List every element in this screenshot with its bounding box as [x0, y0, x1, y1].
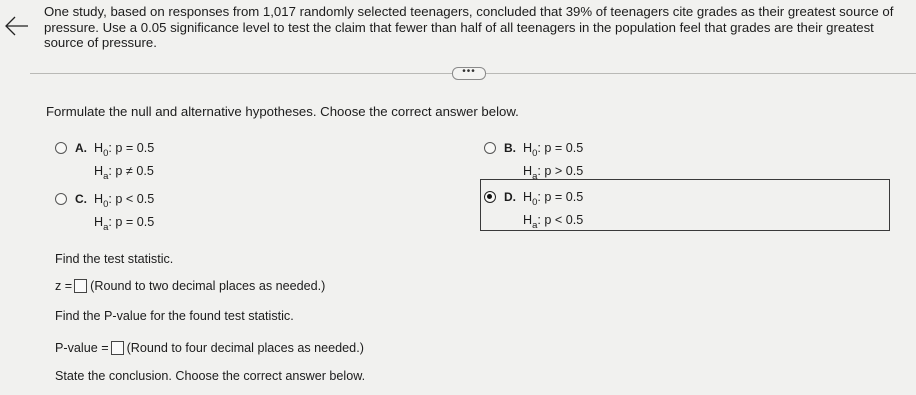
alternative-hypothesis: $H_a$: p > 0.5 — [523, 164, 584, 182]
alternative-hypothesis: $H_a$: p ≠ 0.5 — [94, 164, 154, 182]
null-hypothesis: $H_0$: p = 0.5 — [523, 141, 584, 159]
null-hypothesis: $H_0$: p < 0.5 — [94, 192, 155, 210]
hypotheses-prompt: Formulate the null and alternative hypotheses. Choose the correct answer below. — [46, 104, 519, 119]
p-value-hint: (Round to four decimal places as needed.) — [126, 341, 364, 355]
conclusion-prompt: State the conclusion. Choose the correct answer below. — [55, 369, 366, 383]
choice-a[interactable] — [55, 140, 355, 184]
radio-choice-d-selected[interactable] — [484, 191, 496, 203]
z-label: z = — [55, 279, 73, 293]
null-hypothesis: $H_0$: p = 0.5 — [94, 141, 155, 159]
p-value-prompt: Find the P-value for the found test statistic. — [55, 309, 294, 323]
radio-choice-a[interactable] — [55, 142, 67, 154]
back-arrow-icon[interactable] — [4, 14, 30, 38]
z-input[interactable] — [74, 279, 87, 293]
radio-choice-b[interactable] — [484, 142, 496, 154]
choice-b[interactable] — [484, 140, 784, 184]
choice-letter: C. — [75, 192, 87, 206]
choice-letter: D. — [504, 190, 516, 204]
choice-c[interactable] — [55, 191, 355, 235]
choice-letter: A. — [75, 141, 87, 155]
expand-more-button[interactable]: ••• — [452, 67, 486, 80]
radio-choice-c[interactable] — [55, 193, 67, 205]
problem-statement: One study, based on responses from 1,017 randomly selected teenagers, concluded that 39% of teenagers cite grades as their greatest source of pressure. Use a 0.05 significance level to test the claim that fewer than half of all teenagers in the population feel that grades are their greatest source of pressure. — [44, 4, 894, 50]
z-answer-row — [55, 279, 325, 293]
choice-d[interactable] — [484, 189, 784, 233]
alternative-hypothesis: $H_a$: p < 0.5 — [523, 213, 584, 231]
p-value-label: P-value = — [55, 341, 109, 355]
choice-letter: B. — [504, 141, 516, 155]
null-hypothesis: $H_0$: p = 0.5 — [523, 190, 584, 208]
p-value-answer-row — [55, 341, 364, 355]
alternative-hypothesis: $H_a$: p = 0.5 — [94, 215, 155, 233]
test-statistic-prompt: Find the test statistic. — [55, 252, 174, 266]
z-hint: (Round to two decimal places as needed.) — [90, 279, 326, 293]
p-value-input[interactable] — [111, 341, 124, 355]
